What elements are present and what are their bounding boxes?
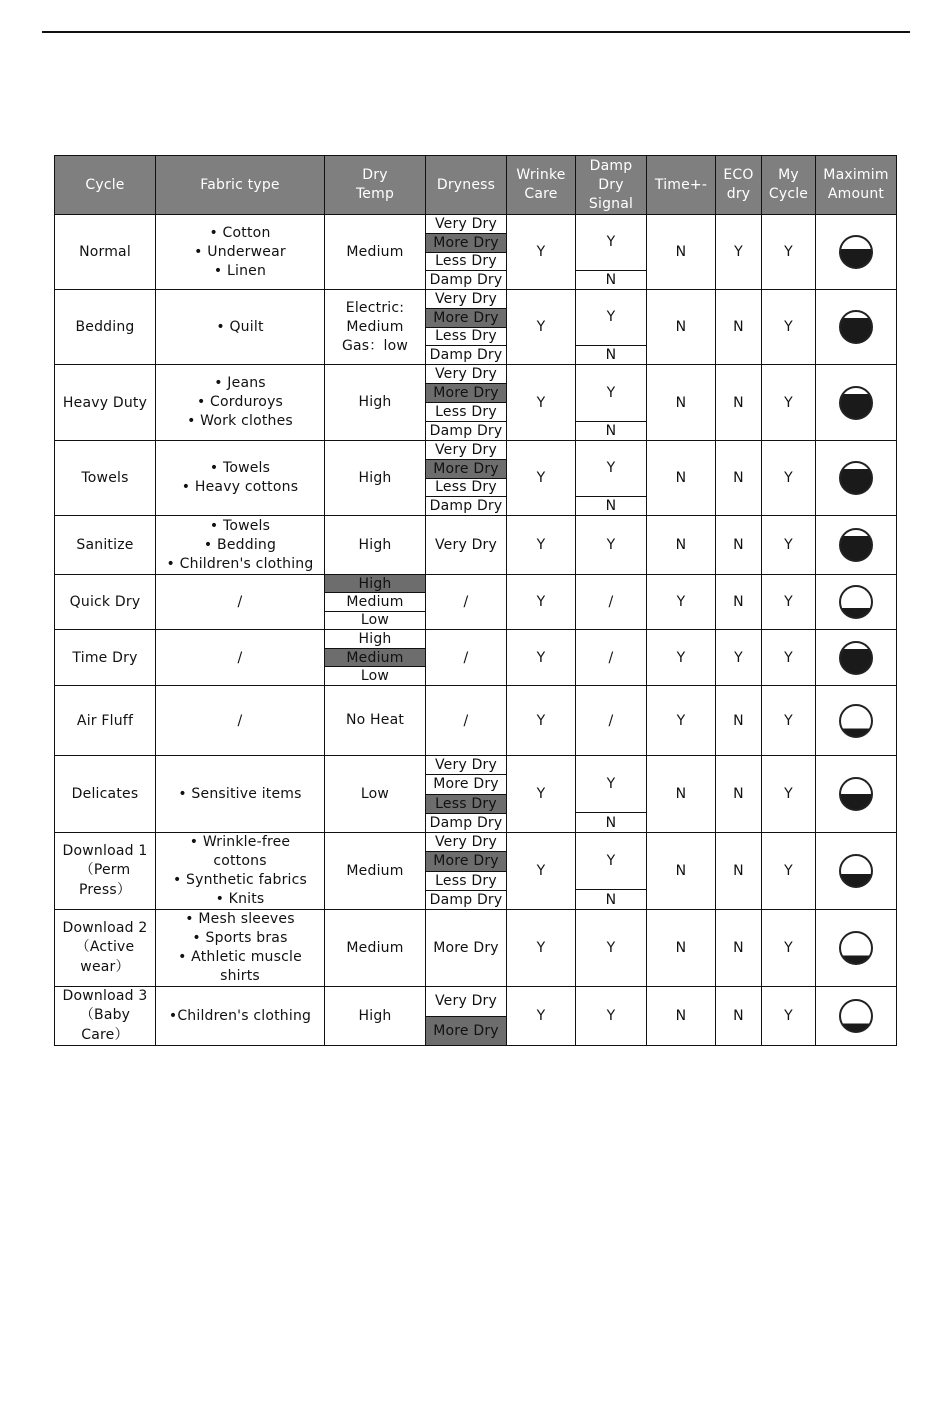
eco-dry: N xyxy=(716,441,762,516)
table-row xyxy=(55,290,897,365)
damp-yes: Y xyxy=(576,756,646,813)
fabric-item: • Cotton xyxy=(209,224,271,241)
load-level-icon xyxy=(839,777,873,811)
time-adjust: N xyxy=(647,756,716,833)
cycle-label: （Baby xyxy=(79,1007,131,1023)
cycle-label: wear） xyxy=(80,959,130,975)
dryness-option: Very Dry xyxy=(426,756,506,775)
cycle-name xyxy=(55,441,156,516)
fabric-item: • Sensitive items xyxy=(178,785,302,802)
load-level-icon xyxy=(839,235,873,269)
cycle-name xyxy=(55,833,156,910)
fabric-item: • Jeans xyxy=(214,375,266,391)
cycle-name xyxy=(55,365,156,441)
header-cycle xyxy=(55,156,156,215)
my-cycle: Y xyxy=(762,756,816,833)
max-amount xyxy=(816,290,897,365)
time-adjust: N xyxy=(647,215,716,290)
dryness-option: More Dry xyxy=(426,775,506,794)
time-adjust: Y xyxy=(647,686,716,756)
eco-dry: N xyxy=(716,365,762,441)
cycle-name xyxy=(55,290,156,365)
cycle-chart-table xyxy=(54,155,897,1046)
time-adjust: N xyxy=(647,833,716,910)
cycle-name xyxy=(55,516,156,575)
dry-temp xyxy=(325,833,426,910)
my-cycle: Y xyxy=(762,290,816,365)
damp-no: N xyxy=(605,346,617,363)
max-amount xyxy=(816,756,897,833)
temp-option: Low xyxy=(360,668,390,685)
damp-no: N xyxy=(605,814,617,831)
table-row xyxy=(55,365,897,441)
cycle-label: Download 2 xyxy=(62,920,148,936)
dryness-option: Very Dry xyxy=(426,365,506,384)
dryness-option: Damp Dry xyxy=(429,814,503,831)
cycle-label: Heavy Duty xyxy=(62,394,148,411)
temp-label: Low xyxy=(360,785,390,802)
time-adjust: N xyxy=(647,910,716,987)
temp-label: Medium xyxy=(346,939,404,956)
dryness xyxy=(426,756,507,833)
header-dry-temp xyxy=(325,156,426,215)
temp-label: Medium xyxy=(346,243,404,260)
table-row xyxy=(55,215,897,290)
my-cycle: Y xyxy=(762,987,816,1046)
load-level-icon xyxy=(839,999,873,1033)
header-label: Dry xyxy=(598,176,624,193)
fabric-type xyxy=(156,365,325,441)
damp-yes: Y xyxy=(576,215,646,271)
fabric-type xyxy=(156,833,325,910)
dry-temp xyxy=(325,516,426,575)
header-label: Fabric type xyxy=(200,176,280,193)
fabric-item: shirts xyxy=(220,968,260,984)
header-label: Cycle xyxy=(85,176,125,193)
fabric-type xyxy=(156,756,325,833)
wrinkle-care: Y xyxy=(507,910,576,987)
damp-dry-signal: / xyxy=(576,630,647,686)
header-fabric-type xyxy=(156,156,325,215)
fabric-item: • Sports bras xyxy=(192,930,288,946)
cycle-label: Bedding xyxy=(75,319,135,335)
header-label: Dry xyxy=(362,167,388,183)
temp-label: Medium xyxy=(346,862,404,879)
temp-options xyxy=(325,575,425,629)
dryness-option: More Dry xyxy=(426,234,506,253)
damp-dry-signal xyxy=(576,215,647,290)
time-adjust: N xyxy=(647,441,716,516)
eco-dry: N xyxy=(716,516,762,575)
cycle-label: （Active xyxy=(75,939,135,955)
dryness-option: Damp Dry xyxy=(429,272,503,289)
time-adjust: N xyxy=(647,516,716,575)
fabric-type xyxy=(156,987,325,1046)
wrinkle-care: Y xyxy=(507,365,576,441)
damp-dry-signal: Y xyxy=(576,987,647,1046)
header-label: ECO xyxy=(723,167,754,183)
cycle-name xyxy=(55,215,156,290)
dry-temp xyxy=(325,290,426,365)
damp-options xyxy=(576,290,646,364)
table-row xyxy=(55,910,897,987)
fabric-item: • Mesh sleeves xyxy=(185,911,295,927)
top-rule xyxy=(42,31,910,33)
dry-temp xyxy=(325,987,426,1046)
temp-label: High xyxy=(358,469,392,486)
dryness-option: More Dry xyxy=(426,309,506,328)
damp-no: N xyxy=(605,497,617,514)
header-row xyxy=(55,156,897,215)
load-level-icon xyxy=(839,641,873,675)
dryness: Very Dry xyxy=(426,516,507,575)
cycle-label: Press） xyxy=(78,882,132,898)
fabric-type xyxy=(156,290,325,365)
max-amount xyxy=(816,575,897,630)
table-row xyxy=(55,833,897,910)
cycle-label: Air Fluff xyxy=(76,712,134,729)
wrinkle-care: Y xyxy=(507,516,576,575)
header-label: My xyxy=(778,167,799,183)
dryness xyxy=(426,441,507,516)
table-row xyxy=(55,630,897,686)
eco-dry: N xyxy=(716,290,762,365)
max-amount xyxy=(816,630,897,686)
cycle-name xyxy=(55,686,156,756)
dryness-options xyxy=(426,215,506,289)
temp-option: High xyxy=(325,630,425,649)
damp-no: N xyxy=(605,422,617,439)
cycle-name xyxy=(55,910,156,987)
eco-dry: N xyxy=(716,833,762,910)
time-adjust: N xyxy=(647,987,716,1046)
max-amount xyxy=(816,365,897,441)
damp-options xyxy=(576,441,646,515)
max-amount xyxy=(816,833,897,910)
temp-option: Low xyxy=(360,612,390,629)
temp-label: Electric: xyxy=(345,299,405,316)
wrinkle-care: Y xyxy=(507,756,576,833)
dryness-option: Very Dry xyxy=(426,215,506,234)
damp-yes: Y xyxy=(576,365,646,422)
cycle-label: Normal xyxy=(79,244,131,260)
damp-dry-signal: / xyxy=(576,686,647,756)
dryness-option: Very Dry xyxy=(426,290,506,309)
temp-options xyxy=(325,630,425,685)
table-row xyxy=(55,575,897,630)
wrinkle-care: Y xyxy=(507,630,576,686)
damp-yes: Y xyxy=(576,290,646,346)
dryness xyxy=(426,215,507,290)
eco-dry: N xyxy=(716,910,762,987)
cycle-name xyxy=(55,987,156,1046)
header-dryness xyxy=(426,156,507,215)
damp-yes: Y xyxy=(576,441,646,497)
header-label: Care xyxy=(524,186,558,202)
my-cycle: Y xyxy=(762,215,816,290)
dry-temp xyxy=(325,756,426,833)
header-damp-dry-signal xyxy=(576,156,647,215)
damp-no: N xyxy=(605,891,617,908)
cycle-label: （Perm xyxy=(79,862,131,878)
damp-dry-signal: Y xyxy=(576,516,647,575)
fabric-type xyxy=(156,215,325,290)
dryness-options xyxy=(426,290,506,364)
wrinkle-care: Y xyxy=(507,987,576,1046)
fabric-item: • Towels xyxy=(209,517,271,534)
fabric-item: • Wrinkle-free xyxy=(189,834,291,850)
dryness-option: More Dry xyxy=(426,1017,506,1046)
temp-label: High xyxy=(358,394,392,410)
eco-dry: N xyxy=(716,686,762,756)
cycle-label: Time Dry xyxy=(72,649,138,666)
temp-label: No Heat xyxy=(345,712,405,728)
temp-label: High xyxy=(358,1007,392,1024)
dryness xyxy=(426,290,507,365)
dryness-option: Damp Dry xyxy=(429,347,503,364)
dryness-option: Very Dry xyxy=(426,987,506,1017)
cycle-name xyxy=(55,630,156,686)
dryness-option: More Dry xyxy=(426,852,506,871)
temp-option: Medium xyxy=(325,649,425,668)
fabric-item: • Heavy cottons xyxy=(181,479,299,495)
fabric-item: cottons xyxy=(213,853,267,869)
dryness-option: Damp Dry xyxy=(429,891,503,908)
cycle-name xyxy=(55,575,156,630)
table-row xyxy=(55,686,897,756)
my-cycle: Y xyxy=(762,575,816,630)
table-row xyxy=(55,756,897,833)
fabric-item: • Quilt xyxy=(216,318,264,335)
header-label: Damp xyxy=(589,157,633,174)
dryness: More Dry xyxy=(426,910,507,987)
time-adjust: Y xyxy=(647,575,716,630)
wrinkle-care: Y xyxy=(507,686,576,756)
eco-dry: Y xyxy=(716,215,762,290)
dryness: / xyxy=(426,630,507,686)
load-level-icon xyxy=(839,704,873,738)
dryness-options xyxy=(426,987,506,1045)
fabric-item: • Athletic muscle xyxy=(178,949,302,965)
dry-temp xyxy=(325,686,426,756)
dryness xyxy=(426,833,507,910)
header-label: Cycle xyxy=(768,186,809,202)
cycle-label: Download 3 xyxy=(62,988,148,1004)
fabric-type: / xyxy=(156,686,325,756)
my-cycle: Y xyxy=(762,630,816,686)
time-adjust: Y xyxy=(647,630,716,686)
dry-temp xyxy=(325,365,426,441)
dry-temp xyxy=(325,630,426,686)
damp-dry-signal xyxy=(576,833,647,910)
my-cycle: Y xyxy=(762,441,816,516)
damp-dry-signal xyxy=(576,290,647,365)
header-wrinkle-care xyxy=(507,156,576,215)
table-row xyxy=(55,987,897,1046)
fabric-item: • Linen xyxy=(213,262,267,279)
header-label: Time+- xyxy=(654,176,708,193)
header-label: Maximim xyxy=(823,167,889,183)
dryness-option: Less Dry xyxy=(426,328,506,347)
dryness-option: Very Dry xyxy=(426,441,506,460)
wrinkle-care: Y xyxy=(507,290,576,365)
my-cycle: Y xyxy=(762,910,816,987)
damp-yes: Y xyxy=(576,833,646,890)
header-label: Dryness xyxy=(436,176,496,193)
dryness-options xyxy=(426,365,506,440)
header-eco-dry xyxy=(716,156,762,215)
cycle-label: Download 1 xyxy=(62,843,148,859)
dry-temp xyxy=(325,441,426,516)
max-amount xyxy=(816,987,897,1046)
cycle-label: Towels xyxy=(81,470,129,486)
eco-dry: N xyxy=(716,575,762,630)
fabric-item: • Work clothes xyxy=(187,413,293,429)
dryness-option: More Dry xyxy=(426,460,506,479)
dryness-options xyxy=(426,441,506,515)
temp-label: Gas：low xyxy=(341,337,409,354)
dryness-option: Less Dry xyxy=(426,479,506,498)
header-label: Wrinke xyxy=(516,167,566,183)
load-level-icon xyxy=(839,528,873,562)
header-label: dry xyxy=(726,186,751,202)
fabric-item: •Children's clothing xyxy=(168,1007,312,1024)
temp-label: High xyxy=(358,536,392,553)
fabric-type: / xyxy=(156,575,325,630)
fabric-type: / xyxy=(156,630,325,686)
header-time-adjust xyxy=(647,156,716,215)
dryness-options xyxy=(426,756,506,832)
fabric-item: • Corduroys xyxy=(196,394,284,410)
header-label: Amount xyxy=(827,186,885,202)
my-cycle: Y xyxy=(762,516,816,575)
temp-label: Medium xyxy=(346,318,404,335)
cycle-label: Quick Dry xyxy=(69,594,141,610)
temp-option: Medium xyxy=(325,593,425,611)
eco-dry: N xyxy=(716,756,762,833)
my-cycle: Y xyxy=(762,365,816,441)
max-amount xyxy=(816,215,897,290)
fabric-item: • Underwear xyxy=(194,243,286,260)
time-adjust: N xyxy=(647,365,716,441)
damp-dry-signal xyxy=(576,756,647,833)
cycle-label: Care） xyxy=(81,1027,129,1043)
eco-dry: N xyxy=(716,987,762,1046)
wrinkle-care: Y xyxy=(507,575,576,630)
dryness-option: Damp Dry xyxy=(429,423,503,439)
load-level-icon xyxy=(839,461,873,495)
load-level-icon xyxy=(839,585,873,619)
fabric-type xyxy=(156,910,325,987)
wrinkle-care: Y xyxy=(507,441,576,516)
load-level-icon xyxy=(839,854,873,888)
fabric-item: • Bedding xyxy=(203,536,277,553)
max-amount xyxy=(816,516,897,575)
load-level-icon xyxy=(839,386,873,420)
temp-option: High xyxy=(325,575,425,593)
dryness: / xyxy=(426,686,507,756)
header-label: Signal xyxy=(588,195,634,212)
dryness-option: Damp Dry xyxy=(429,498,503,515)
cycle-label: Sanitize xyxy=(76,537,134,553)
wrinkle-care: Y xyxy=(507,215,576,290)
cycle-label: Delicates xyxy=(71,786,139,802)
table-row xyxy=(55,516,897,575)
damp-dry-signal: Y xyxy=(576,910,647,987)
max-amount xyxy=(816,686,897,756)
dryness-option: Less Dry xyxy=(426,253,506,272)
header-max-amount xyxy=(816,156,897,215)
damp-dry-signal xyxy=(576,365,647,441)
my-cycle: Y xyxy=(762,833,816,910)
dryness-option: Less Dry xyxy=(426,795,506,814)
damp-no: N xyxy=(605,271,617,288)
fabric-item: • Towels xyxy=(209,460,271,476)
damp-options xyxy=(576,215,646,289)
fabric-type xyxy=(156,441,325,516)
max-amount xyxy=(816,910,897,987)
load-level-icon xyxy=(839,310,873,344)
damp-options xyxy=(576,833,646,909)
header-my-cycle xyxy=(762,156,816,215)
fabric-item: • Synthetic fabrics xyxy=(172,872,308,888)
dryness: / xyxy=(426,575,507,630)
max-amount xyxy=(816,441,897,516)
fabric-item: • Knits xyxy=(215,891,265,907)
my-cycle: Y xyxy=(762,686,816,756)
dryness xyxy=(426,365,507,441)
damp-options xyxy=(576,756,646,832)
dry-temp xyxy=(325,215,426,290)
eco-dry: Y xyxy=(716,630,762,686)
dryness-option: More Dry xyxy=(426,384,506,403)
dryness-options xyxy=(426,833,506,909)
header-label: Temp xyxy=(355,186,395,202)
load-level-icon xyxy=(839,931,873,965)
damp-dry-signal xyxy=(576,441,647,516)
fabric-item: • Children's clothing xyxy=(166,555,314,572)
damp-options xyxy=(576,365,646,440)
table-row xyxy=(55,441,897,516)
dryness-option: Less Dry xyxy=(426,872,506,891)
dry-temp xyxy=(325,575,426,630)
dryness-option: Less Dry xyxy=(426,403,506,422)
dryness xyxy=(426,987,507,1046)
time-adjust: N xyxy=(647,290,716,365)
wrinkle-care: Y xyxy=(507,833,576,910)
dryness-option: Very Dry xyxy=(426,833,506,852)
damp-dry-signal: / xyxy=(576,575,647,630)
fabric-type xyxy=(156,516,325,575)
dry-temp xyxy=(325,910,426,987)
cycle-name xyxy=(55,756,156,833)
